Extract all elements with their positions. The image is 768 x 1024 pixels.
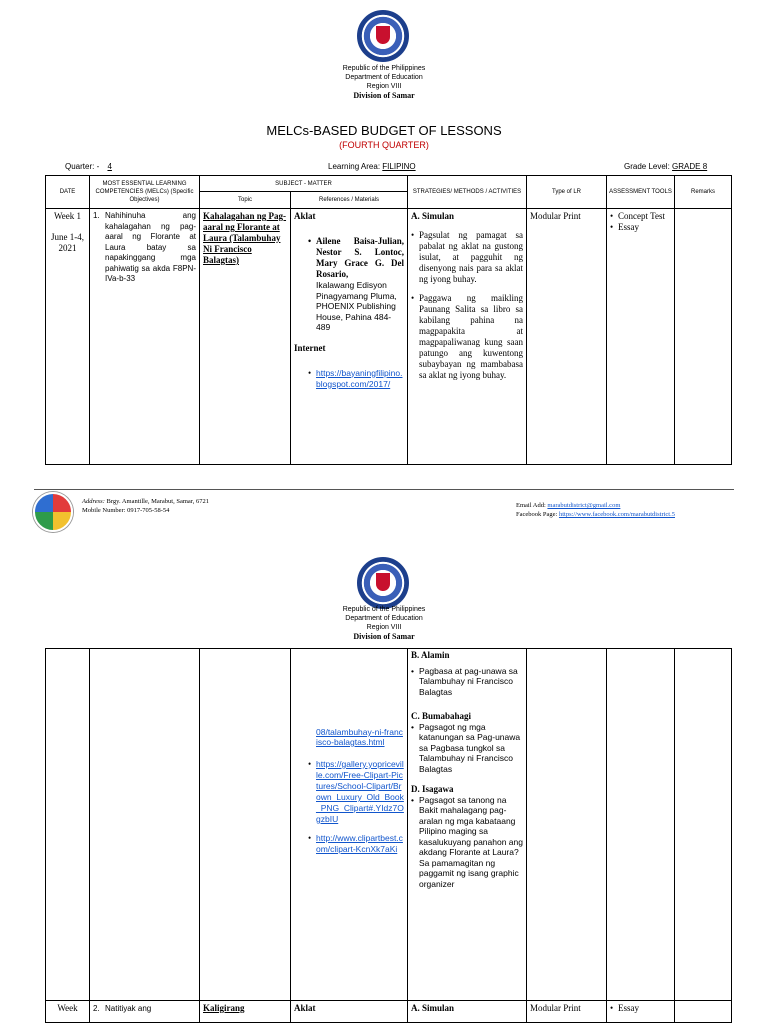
deped-seal <box>357 10 409 62</box>
internet-link-3[interactable] <box>308 833 404 855</box>
quarter-label: Quarter: - <box>65 162 100 171</box>
mobile-label: Mobile Number: <box>82 507 126 514</box>
col-melc-header: MOST ESSENTIAL LEARNING COMPETENCIES (MELCs) (Specific Objectives) <box>90 176 200 209</box>
footer-divider <box>34 489 734 490</box>
strategy-item-2: • Paggawa ng maikling Paunang Salita sa libro sa kabilang pahina na magpapakita at magpapaliwanag kung saan patungo ang kuwentong subaybayan ng mambabasa sa aklat ng iyong buhay. <box>411 293 523 381</box>
melc-cell <box>90 209 200 465</box>
topic-cell-3 <box>200 1001 291 1023</box>
topic-cell-2 <box>200 649 291 1001</box>
refs-authors: • Ailene Baisa-Julian, Nestor S. Lontoc, Mary Grace G. Del Rosario, <box>308 236 404 280</box>
page-footer <box>0 484 768 534</box>
col-refs-header: References / Materials <box>291 192 408 209</box>
melc-text-3: Natitiyak ang <box>105 1004 152 1013</box>
area-label: Learning Area: <box>328 162 381 171</box>
week-cell-3: Week <box>46 1001 90 1023</box>
col-topic-header: Topic <box>200 192 291 209</box>
region-line-2: Region VIII <box>366 624 402 631</box>
refs-heading-3: Aklat <box>294 1003 316 1013</box>
col-tools-header: ASSESSMENT TOOLS <box>607 176 675 209</box>
melc-number-3: 2. <box>93 1004 100 1013</box>
bumabahagi-heading: C. Bumabahagi <box>411 711 472 721</box>
quarter-info <box>65 162 118 171</box>
footer-online <box>516 501 675 519</box>
grade-label: Grade Level: <box>624 162 670 171</box>
letterhead <box>0 64 768 100</box>
document-subtitle: (FOURTH QUARTER) <box>339 140 429 150</box>
footer-contact <box>82 497 209 515</box>
grade-level-info <box>624 162 707 171</box>
strategies-cell <box>408 209 527 465</box>
alamin-heading: B. Alamin <box>411 650 450 660</box>
internet-link-3-text[interactable]: http://www.clipartbest.com/clipart-KcnXk7aKi <box>316 833 403 854</box>
internet-link-1[interactable] <box>308 368 404 390</box>
letterhead-page2 <box>0 605 768 641</box>
remarks-cell <box>675 209 732 465</box>
week-label: Week 1 <box>53 211 81 221</box>
district-logo <box>33 492 73 532</box>
email-link[interactable]: marabutdistrict@gmail.com <box>547 502 621 509</box>
date-cell <box>46 209 90 465</box>
lr-cell-3: Modular Print <box>527 1001 607 1023</box>
tool-concept-test: • Concept Test <box>610 211 671 222</box>
internet-link-1-cont[interactable]: 08/talambuhay-ni-francisco-balagtas.html <box>316 727 403 747</box>
remarks-cell-3 <box>675 1001 732 1023</box>
col-date-header: DATE <box>46 176 90 209</box>
republic-line: Republic of the Philippines <box>342 65 426 72</box>
col-lr-header: Type of LR <box>527 176 607 209</box>
refs-heading: Aklat <box>294 211 316 221</box>
strategies-cell-3 <box>408 1001 527 1023</box>
alamin-item: • Pagbasa at pag-unawa sa Talambuhay ni Francisco Balagtas <box>411 666 523 698</box>
simulan-heading-3: A. Simulan <box>411 1003 455 1013</box>
refs-book: Ikalawang Edisyon Pinagyamang Pluma, PHOENIX Publishing House, Pahina 484-489 <box>316 280 397 332</box>
lr-cell: Modular Print <box>527 209 607 465</box>
tools-cell <box>607 209 675 465</box>
date-label: June 1-4, 2021 <box>51 232 84 253</box>
budget-table-page1 <box>45 175 732 465</box>
strategies-cell-2 <box>408 649 527 1001</box>
tools-cell-2 <box>607 649 675 1001</box>
learning-area-info <box>328 162 416 171</box>
refs-cell-3 <box>291 1001 408 1023</box>
internet-heading: Internet <box>294 342 326 353</box>
deped-line-2: Department of Education <box>345 615 423 622</box>
deped-line: Department of Education <box>345 74 423 81</box>
quarter-value: 4 <box>107 162 112 171</box>
internet-link-2-text[interactable]: https://gallery.yopriceville.com/Free-Clipart-Pictures/School-Clipart/Brown_Luxury_Old_Book_PNG_Clipart#.YIdz7OgzbIU <box>316 759 404 824</box>
grade-value: GRADE 8 <box>672 162 708 171</box>
division-line-2: Division of Samar <box>353 632 415 641</box>
internet-link-1-text[interactable]: https://bayaningfilipino.blogspot.com/2017/ <box>316 367 403 389</box>
area-value: FILIPINO <box>382 162 416 171</box>
melc-number: 1. <box>93 211 100 220</box>
tool-essay-3: • Essay <box>610 1003 671 1014</box>
isagawa-item: • Pagsagot sa tanong na Bakit mahalagang pag-aralan ng mga kabataang Pilipino maging sa kasalukuyang panahon ang akdang Florante at Laura? Sa pamamagitan ng paggamit ng isang graphic organizer <box>411 795 523 890</box>
col-subject-header: SUBJECT - MATTER <box>200 176 408 192</box>
budget-table-page2 <box>45 648 732 1023</box>
tools-cell-3 <box>607 1001 675 1023</box>
isagawa-heading: D. Isagawa <box>411 784 454 794</box>
remarks-cell-2 <box>675 649 732 1001</box>
melc-cell-3 <box>90 1001 200 1023</box>
topic-cell <box>200 209 291 465</box>
topic-text: Kahalagahan ng Pag-aaral ng Florante at Laura (Talambuhay Ni Francisco Balagtas) <box>203 211 287 265</box>
refs-cell <box>291 209 408 465</box>
address-text: Brgy. Amantille, Marabut, Samar, 6721 <box>106 498 209 505</box>
melc-cell-2 <box>90 649 200 1001</box>
region-line: Region VIII <box>366 83 402 90</box>
tool-essay: • Essay <box>610 222 671 233</box>
bumabahagi-item: • Pagsagot ng mga katanungan sa Pag-unawa sa Pagbasa tungkol sa Talambuhay ni Francisco Balagtas <box>411 722 523 775</box>
fb-label: Facebook Page: <box>516 511 558 518</box>
republic-line-2: Republic of the Philippines <box>342 606 426 613</box>
fb-link[interactable]: https://www.facebook.com/marabutdistrict.5 <box>558 511 675 518</box>
division-line: Division of Samar <box>353 91 415 100</box>
email-label: Email Add: <box>516 502 546 509</box>
topic-text-3: Kaligirang <box>203 1003 245 1013</box>
simulan-heading: A. Simulan <box>411 211 455 221</box>
col-remarks-header: Remarks <box>675 176 732 209</box>
strategy-item-1: • Pagsulat ng pamagat sa pabalat ng aklat na gustong isulat, at pagguhit ng disenyong nais para sa aklat ng iyong buhay. <box>411 230 523 285</box>
address-label: Address: <box>82 498 105 505</box>
refs-cell-2 <box>291 649 408 1001</box>
mobile-text: 0917-705-58-54 <box>127 507 170 514</box>
col-strategies-header: STRATEGIES/ METHODS / ACTIVITIES <box>408 176 527 209</box>
date-cell-2 <box>46 649 90 1001</box>
deped-seal-page2 <box>357 557 409 609</box>
internet-link-2[interactable] <box>308 759 404 825</box>
lr-cell-2 <box>527 649 607 1001</box>
melc-text: Nahihinuha ang kahalagahan ng pag-aaral ng Florante at Laura batay sa napakinggang mga pahiwatig sa akda F8PN-IVa-b-33 <box>105 211 196 283</box>
document-title: MELCs-BASED BUDGET OF LESSONS <box>266 123 502 138</box>
